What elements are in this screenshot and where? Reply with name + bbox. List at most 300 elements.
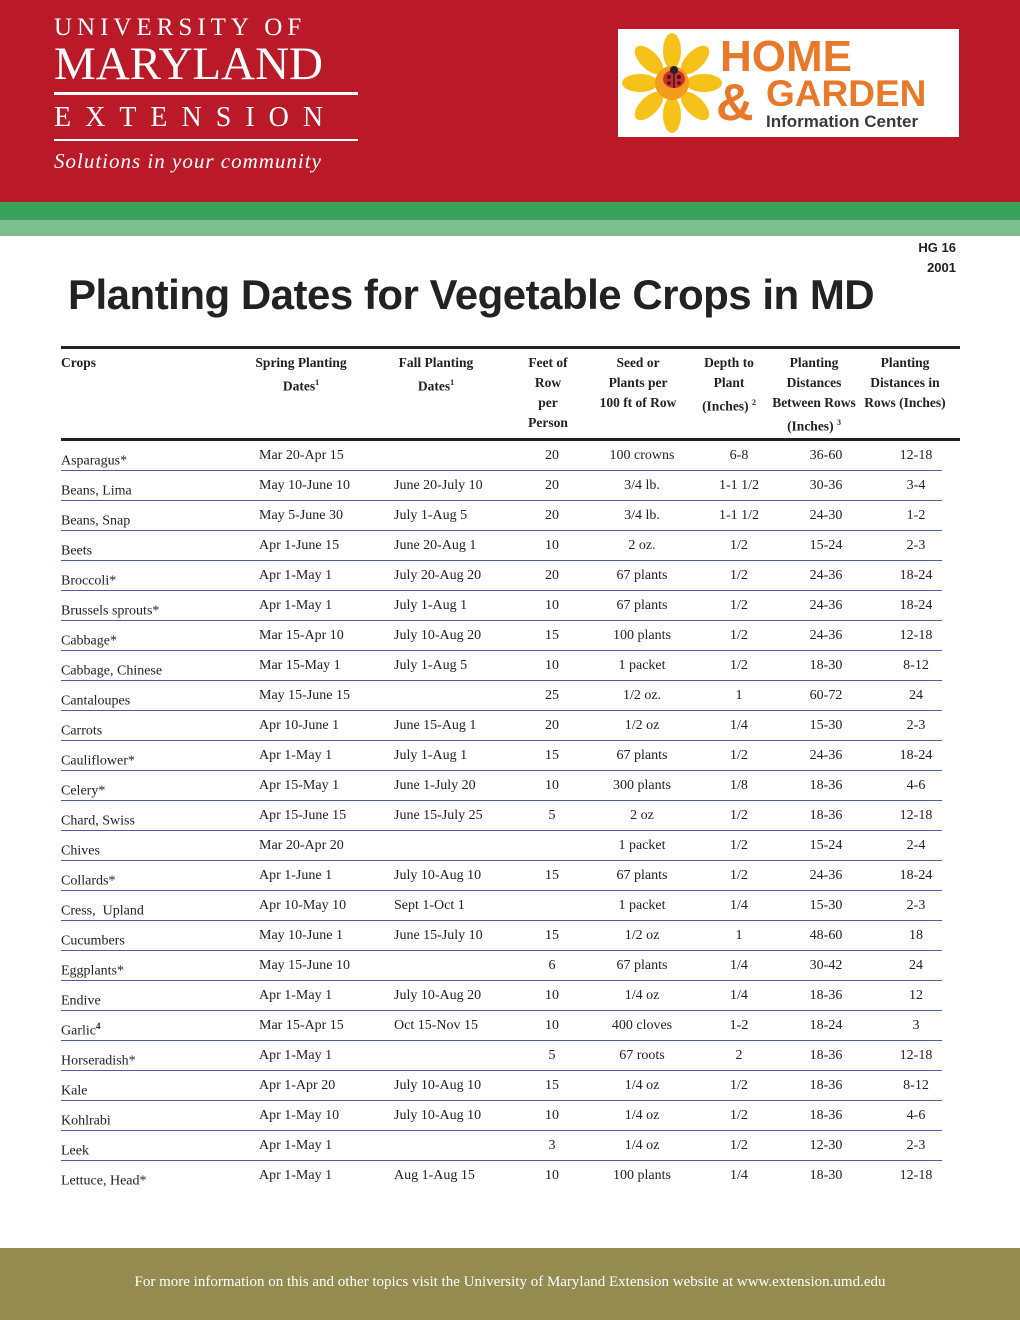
cell-feet: 10 [545, 538, 559, 553]
cell-feet: 10 [545, 1108, 559, 1123]
cell-between-rows: 18-36 [809, 808, 843, 823]
table-row [0, 801, 1020, 831]
cell-between-rows: 15-24 [809, 838, 843, 853]
cell-feet: 25 [545, 688, 559, 703]
cell-depth: 1/2 [730, 628, 748, 643]
cell-in-rows: 12-18 [899, 628, 933, 643]
page-title: Planting Dates for Vegetable Crops in MD [68, 271, 875, 318]
footer-text[interactable]: For more information on this and other topics visit the University of Maryland Extension website at www.extension.umd.edu [134, 1274, 886, 1290]
logo-maryland: MARYLAND [54, 38, 323, 90]
cell-crop [61, 448, 127, 470]
cell-fall: July 10-Aug 10 [394, 1078, 482, 1093]
cell-depth: 1/2 [730, 658, 748, 673]
cell-in-rows: 24 [909, 688, 923, 703]
cell-feet: 10 [545, 598, 559, 613]
cell-feet: 20 [545, 568, 559, 583]
logo-rule [54, 92, 358, 95]
footnote-marker: 2 [751, 398, 756, 407]
cell-between-rows: 60-72 [809, 688, 843, 703]
col-header-depth-line2: Plant [713, 375, 745, 390]
crop-name: Cabbage* [61, 633, 117, 649]
col-header-crops-text: Crops [61, 355, 97, 370]
cell-depth: 1/2 [730, 1138, 748, 1153]
crop-name: Kale [61, 1083, 88, 1099]
table-row [0, 981, 1020, 1011]
cell-depth: 1/2 [730, 808, 748, 823]
cell-between-rows: 24-36 [809, 748, 843, 763]
cell-in-rows: 2-3 [906, 538, 926, 553]
cell-between-rows: 24-36 [809, 568, 843, 583]
cell-seed: 100 plants [613, 1168, 671, 1183]
cell-spring: May 15-June 10 [259, 958, 350, 973]
cell-fall: July 10-Aug 20 [394, 628, 482, 643]
cell-between-rows: 15-30 [809, 898, 843, 913]
table-row [0, 771, 1020, 801]
cell-seed: 1/4 oz [624, 1078, 660, 1093]
cell-between-rows: 30-36 [809, 478, 843, 493]
document-id [918, 238, 956, 278]
cell-seed: 3/4 lb. [624, 508, 660, 523]
footer-bar [0, 1248, 1020, 1320]
cell-feet: 5 [548, 1048, 556, 1063]
table-row [0, 951, 1020, 981]
cell-depth: 1/4 [730, 958, 748, 973]
sunflower-ladybug-icon [622, 33, 722, 133]
cell-crop [61, 988, 101, 1010]
footnote-marker: 4 [95, 1021, 101, 1031]
cell-spring: May 5-June 30 [259, 508, 343, 523]
crop-name: Cress, Upland [61, 903, 144, 919]
cell-seed: 67 plants [616, 958, 668, 973]
cell-spring: Apr 1-Apr 20 [259, 1078, 336, 1093]
cell-in-rows: 18 [909, 928, 923, 943]
cell-between-rows: 24-36 [809, 598, 843, 613]
cell-in-rows: 18-24 [899, 568, 933, 583]
cell-fall: Sept 1-Oct 1 [394, 898, 465, 913]
cell-crop [61, 838, 100, 860]
col-header-between-inches: (Inches) [787, 418, 834, 434]
cell-in-rows: 2-3 [906, 898, 926, 913]
cell-feet: 3 [548, 1138, 556, 1153]
cell-spring: Mar 20-Apr 20 [259, 838, 344, 853]
doc-year: 2001 [927, 260, 956, 275]
cell-between-rows: 24-36 [809, 628, 843, 643]
col-header-between-line3: Between Rows [772, 395, 856, 410]
crop-name: Cauliflower* [61, 753, 135, 769]
cell-crop [61, 1168, 147, 1190]
crop-name: Beans, Lima [61, 483, 132, 499]
col-header-depth-line3 [690, 393, 768, 417]
cell-crop [61, 1048, 136, 1070]
cell-fall: June 1-July 20 [394, 778, 476, 793]
table-row [0, 501, 1020, 531]
cell-fall: July 1-Aug 5 [394, 508, 468, 523]
crop-name: Beets [61, 543, 93, 559]
col-header-feet-line1: Feet of [528, 355, 568, 370]
cell-fall: July 1-Aug 5 [394, 658, 468, 673]
cell-spring: Apr 15-May 1 [259, 778, 340, 793]
cell-depth: 1-1 1/2 [718, 478, 760, 493]
cell-crop [61, 868, 115, 890]
table-row [0, 741, 1020, 771]
cell-between-rows: 12-30 [809, 1138, 843, 1153]
cell-spring: May 15-June 15 [259, 688, 350, 703]
cell-depth: 1/4 [730, 898, 748, 913]
cell-crop [61, 688, 130, 710]
cell-crop [61, 508, 130, 530]
crop-table-body [0, 441, 1020, 1191]
cell-seed: 1 packet [618, 898, 666, 913]
footnote-marker: 1 [315, 378, 320, 387]
cell-seed: 67 plants [616, 598, 668, 613]
cell-feet: 15 [545, 928, 559, 943]
cell-seed: 1/4 oz [624, 1138, 660, 1153]
crop-name: Broccoli* [61, 573, 117, 589]
cell-crop [61, 958, 124, 980]
cell-depth: 1 [735, 928, 743, 943]
footnote-marker: 1 [450, 378, 455, 387]
col-header-between-line2: Distances [786, 375, 842, 390]
cell-seed: 1 packet [618, 838, 666, 853]
col-header-inrow-line3: Rows (Inches) [864, 395, 946, 410]
cell-fall: June 15-July 25 [394, 808, 483, 823]
table-row [0, 561, 1020, 591]
cell-in-rows: 8-12 [903, 658, 929, 673]
cell-crop [61, 538, 92, 560]
col-header-depth-line1: Depth to [704, 355, 754, 370]
col-header-inrow-line1: Planting [880, 355, 930, 370]
cell-feet: 15 [545, 868, 559, 883]
cell-feet: 20 [545, 718, 559, 733]
table-row [0, 591, 1020, 621]
table-row [0, 441, 1020, 471]
cell-seed: 300 plants [613, 778, 671, 793]
table-row [0, 681, 1020, 711]
cell-in-rows: 18-24 [899, 868, 933, 883]
cell-depth: 1/8 [730, 778, 748, 793]
cell-spring: Apr 10-May 10 [259, 898, 347, 913]
crop-name: Cabbage, Chinese [61, 663, 163, 679]
table-row [0, 621, 1020, 651]
cell-crop [61, 598, 159, 620]
cell-between-rows: 18-30 [809, 1168, 843, 1183]
cell-feet: 15 [545, 748, 559, 763]
cell-depth: 1/4 [730, 718, 748, 733]
table-top-rule [61, 346, 960, 349]
cell-seed: 1 packet [618, 658, 666, 673]
col-header-between-rows [768, 353, 860, 437]
table-row [0, 531, 1020, 561]
table-row [0, 471, 1020, 501]
cell-seed: 1/4 oz [624, 1108, 660, 1123]
cell-in-rows: 4-6 [906, 1108, 926, 1123]
col-header-seed-line3: 100 ft of Row [599, 395, 677, 410]
cell-fall: June 15-July 10 [394, 928, 483, 943]
cell-feet: 20 [545, 508, 559, 523]
col-header-spring [246, 353, 356, 397]
crop-name: Cantaloupes [61, 693, 131, 709]
cell-depth: 1/2 [730, 748, 748, 763]
cell-crop [61, 1078, 87, 1100]
cell-feet: 15 [545, 628, 559, 643]
cell-in-rows: 4-6 [906, 778, 926, 793]
cell-depth: 1/2 [730, 868, 748, 883]
cell-seed: 1/4 oz [624, 988, 660, 1003]
crop-name: Chard, Swiss [61, 813, 135, 829]
cell-seed: 2 oz. [628, 538, 656, 553]
table-row [0, 831, 1020, 861]
cell-fall: July 10-Aug 10 [394, 1108, 482, 1123]
cell-crop [61, 1108, 111, 1130]
crop-name: Asparagus* [61, 453, 128, 469]
table-row [0, 711, 1020, 741]
cell-in-rows: 2-4 [906, 838, 926, 853]
cell-spring: Apr 1-May 1 [259, 748, 333, 763]
cell-seed: 100 crowns [609, 448, 675, 463]
cell-spring: May 10-June 10 [259, 478, 350, 493]
col-header-feet [513, 353, 583, 433]
cell-fall: Oct 15-Nov 15 [394, 1018, 478, 1033]
logo-garden-text: GARDEN [766, 73, 927, 114]
col-header-in-rows [862, 353, 948, 413]
crop-name: Lettuce, Head* [61, 1173, 147, 1189]
crop-name: Beans, Snap [61, 513, 131, 529]
col-header-spring-line2 [246, 373, 356, 397]
cell-spring: Apr 1-May 1 [259, 1048, 333, 1063]
cell-seed: 2 oz [630, 808, 654, 823]
col-header-fall-line2 [381, 373, 491, 397]
crop-name: Carrots [61, 723, 103, 739]
col-header-seed-line1: Seed or [616, 355, 660, 370]
table-row [0, 1161, 1020, 1191]
table-row [0, 1041, 1020, 1071]
cell-feet: 15 [545, 1078, 559, 1093]
cell-spring: Apr 15-June 15 [259, 808, 347, 823]
cell-depth: 1/2 [730, 1078, 748, 1093]
cell-feet: 10 [545, 1018, 559, 1033]
cell-crop [61, 778, 105, 800]
crop-name: Brussels sprouts* [61, 603, 160, 619]
cell-fall: June 20-Aug 1 [394, 538, 477, 553]
cell-spring: Apr 1-May 1 [259, 988, 333, 1003]
cell-between-rows: 24-30 [809, 508, 843, 523]
cell-spring: May 10-June 1 [259, 928, 343, 943]
cell-in-rows: 2-3 [906, 718, 926, 733]
cell-fall: June 20-July 10 [394, 478, 483, 493]
logo-information-center: Information Center [766, 112, 919, 131]
cell-depth: 1 [735, 688, 743, 703]
cell-crop [61, 928, 125, 950]
logo-ampersand: & [716, 74, 754, 132]
cell-feet: 20 [545, 448, 559, 463]
cell-in-rows: 12-18 [899, 448, 933, 463]
cell-seed: 67 plants [616, 748, 668, 763]
table-header [0, 353, 1020, 437]
cell-in-rows: 3-4 [906, 478, 926, 493]
crop-name: Kohlrabi [61, 1113, 111, 1129]
col-header-between-line4 [768, 413, 860, 437]
table-row [0, 1071, 1020, 1101]
cell-between-rows: 18-36 [809, 988, 843, 1003]
cell-spring: Apr 1-May 1 [259, 1168, 333, 1183]
crop-name: Eggplants* [61, 963, 124, 979]
cell-fall: July 10-Aug 20 [394, 988, 482, 1003]
cell-between-rows: 18-24 [809, 1018, 843, 1033]
cell-fall: Aug 1-Aug 15 [394, 1168, 475, 1183]
cell-spring: Apr 1-May 1 [259, 598, 333, 613]
logo-home-text: HOME [720, 32, 852, 81]
cell-feet: 20 [545, 478, 559, 493]
cell-crop [61, 1018, 100, 1040]
cell-between-rows: 18-36 [809, 778, 843, 793]
col-header-inrow-line2: Distances in [870, 375, 940, 390]
cell-feet: 10 [545, 658, 559, 673]
cell-fall: July 20-Aug 20 [394, 568, 482, 583]
cell-spring: Mar 15-May 1 [259, 658, 341, 673]
cell-seed: 100 plants [613, 628, 671, 643]
cell-between-rows: 24-36 [809, 868, 843, 883]
table-row [0, 1011, 1020, 1041]
cell-spring: Mar 20-Apr 15 [259, 448, 344, 463]
cell-in-rows: 8-12 [903, 1078, 929, 1093]
cell-fall: July 1-Aug 1 [394, 748, 468, 763]
cell-between-rows: 30-42 [809, 958, 843, 973]
cell-depth: 1/2 [730, 538, 748, 553]
logo-university-of: UNIVERSITY OF [54, 14, 307, 41]
cell-between-rows: 15-24 [809, 538, 843, 553]
cell-between-rows: 15-30 [809, 718, 843, 733]
cell-depth: 1/2 [730, 1108, 748, 1123]
crop-name: Chives [61, 843, 100, 859]
cell-spring: Apr 1-June 15 [259, 538, 340, 553]
col-header-feet-line4: Person [528, 415, 568, 430]
cell-in-rows: 12-18 [899, 1048, 933, 1063]
cell-feet: 10 [545, 778, 559, 793]
doc-number: HG 16 [918, 240, 956, 255]
cell-seed: 1/2 oz. [622, 688, 662, 703]
table-row [0, 921, 1020, 951]
crop-name: Endive [61, 993, 101, 1009]
cell-spring: Apr 10-June 1 [259, 718, 340, 733]
cell-spring: Apr 1-May 1 [259, 568, 333, 583]
crop-name: Celery* [61, 783, 106, 799]
cell-depth: 1/2 [730, 568, 748, 583]
footnote-marker: 3 [836, 418, 841, 427]
cell-in-rows: 12 [909, 988, 923, 1003]
col-header-crops [61, 353, 96, 373]
col-header-seed-line2: Plants per [608, 375, 668, 390]
cell-depth: 1/2 [730, 598, 748, 613]
cell-in-rows: 18-24 [899, 748, 933, 763]
cell-spring: Apr 1-June 1 [259, 868, 333, 883]
cell-between-rows: 18-36 [809, 1048, 843, 1063]
cell-in-rows: 12-18 [899, 808, 933, 823]
crop-name: Collards* [61, 873, 116, 889]
umd-extension-logo[interactable] [54, 14, 358, 174]
cell-seed: 1/2 oz [624, 928, 660, 943]
cell-depth: 1-1 1/2 [718, 508, 760, 523]
cell-between-rows: 18-30 [809, 658, 843, 673]
cell-between-rows: 36-60 [809, 448, 843, 463]
cell-seed: 400 cloves [611, 1018, 673, 1033]
crop-name: Garlic [61, 1023, 96, 1039]
cell-depth: 1/4 [730, 1168, 748, 1183]
cell-in-rows: 3 [912, 1018, 920, 1033]
crop-name: Leek [61, 1143, 89, 1159]
logo-tagline: Solutions in your community [54, 149, 322, 173]
cell-crop [61, 718, 102, 740]
crop-name: Cucumbers [61, 933, 125, 949]
home-garden-logo[interactable] [618, 29, 959, 137]
cell-seed: 3/4 lb. [624, 478, 660, 493]
cell-crop [61, 898, 144, 920]
cell-depth: 1-2 [729, 1018, 749, 1033]
cell-in-rows: 1-2 [906, 508, 926, 523]
table-row [0, 891, 1020, 921]
crop-name: Horseradish* [61, 1053, 136, 1069]
col-header-seed [588, 353, 688, 413]
cell-spring: Mar 15-Apr 15 [259, 1018, 344, 1033]
cell-crop [61, 748, 135, 770]
col-header-depth [690, 353, 768, 417]
col-header-fall-dates: Dates [417, 378, 451, 394]
cell-spring: Mar 15-Apr 10 [259, 628, 344, 643]
col-header-between-line1: Planting [789, 355, 839, 370]
col-header-fall [381, 353, 491, 397]
table-row [0, 1131, 1020, 1161]
table-row [0, 861, 1020, 891]
col-header-feet-line2: Row [534, 375, 562, 390]
cell-depth: 1/2 [730, 838, 748, 853]
col-header-spring-dates: Dates [282, 378, 316, 394]
cell-crop [61, 478, 132, 500]
header-banner [0, 0, 1020, 202]
col-header-spring-line1: Spring Planting [255, 355, 347, 370]
cell-depth: 2 [735, 1048, 743, 1063]
cell-seed: 1/2 oz [624, 718, 660, 733]
green-band-dark [0, 202, 1020, 220]
cell-crop [61, 808, 135, 830]
table-row [0, 1101, 1020, 1131]
cell-seed: 67 plants [616, 868, 668, 883]
cell-seed: 67 plants [616, 568, 668, 583]
logo-extension: EXTENSION [54, 102, 338, 133]
cell-fall: July 1-Aug 1 [394, 598, 468, 613]
cell-depth: 1/4 [730, 988, 748, 1003]
cell-spring: Apr 1-May 1 [259, 1138, 333, 1153]
cell-feet: 6 [548, 958, 556, 973]
cell-crop [61, 628, 117, 650]
cell-fall: July 10-Aug 10 [394, 868, 482, 883]
cell-in-rows: 2-3 [906, 1138, 926, 1153]
cell-fall: June 15-Aug 1 [394, 718, 477, 733]
logo-rule-lower [54, 139, 358, 141]
green-band-light [0, 220, 1020, 236]
cell-seed: 67 roots [619, 1048, 665, 1063]
table-row [0, 651, 1020, 681]
cell-feet: 5 [548, 808, 556, 823]
cell-between-rows: 18-36 [809, 1108, 843, 1123]
cell-feet: 10 [545, 1168, 559, 1183]
cell-between-rows: 18-36 [809, 1078, 843, 1093]
col-header-depth-inches: (Inches) [702, 398, 749, 414]
cell-crop [61, 658, 162, 680]
cell-in-rows: 12-18 [899, 1168, 933, 1183]
col-header-fall-line1: Fall Planting [398, 355, 474, 370]
cell-depth: 6-8 [729, 448, 749, 463]
col-header-feet-line3: per [538, 395, 558, 410]
cell-in-rows: 24 [909, 958, 923, 973]
